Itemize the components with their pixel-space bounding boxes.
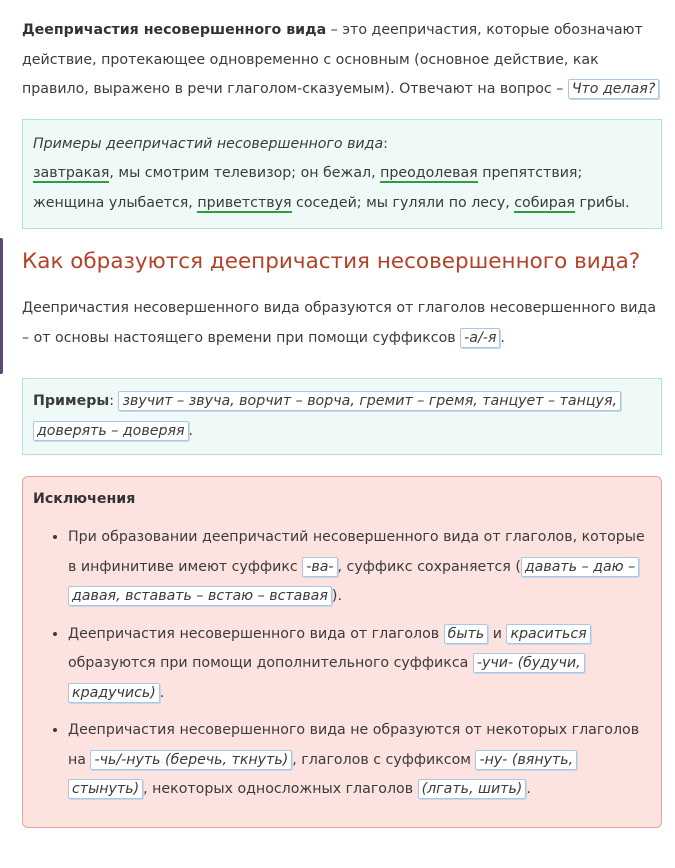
formation-end: . — [500, 329, 505, 346]
exception-1-highlight-2: давать – даю – давая, вставать – встаю – вставая — [68, 557, 639, 607]
exception-2-text-c: образуются при помощи дополнительного суффикса — [68, 655, 473, 671]
examples-text — [33, 159, 651, 218]
left-accent-bar — [0, 238, 3, 374]
exception-3-text-b: , глаголов с суффиксом — [292, 751, 476, 768]
formation-paragraph — [22, 294, 662, 353]
exception-3-highlight-1: -чь/-нуть (беречь, ткнуть) — [90, 750, 292, 770]
example-text-1: , мы смотрим телевизор; он бежал, — [109, 165, 381, 181]
exception-1-text-a: При образовании деепричастий несовершенного вида от глаголов, которые в инфинитиве имеют суффикс — [68, 529, 645, 575]
exception-3-text-d: . — [526, 781, 531, 797]
examples2-colon: : — [109, 393, 119, 409]
exception-2-text-b: и — [488, 625, 507, 642]
example-text-3: соседей; мы гуляли по лесу, — [291, 194, 515, 211]
exception-1-text-c: ). — [331, 588, 342, 604]
exception-item-3 — [68, 716, 651, 805]
examples-label-line — [33, 130, 651, 160]
example-text-4: грибы. — [574, 194, 630, 211]
exceptions-title: Исключения — [33, 491, 136, 507]
exception-2-text-a: Деепричастия несовершенного вида от глаголов — [68, 625, 444, 642]
exception-item-2 — [68, 620, 651, 709]
examples2-end: . — [188, 422, 194, 439]
examples-label: Примеры деепричастий несовершенного вида — [33, 135, 384, 152]
examples-box — [22, 119, 662, 230]
question-highlight: Что делая? — [568, 79, 660, 99]
examples2-highlight: звучит – звуча, ворчит – ворча, гремит – гремя, танцует – танцуя, доверять – доверяя — [33, 391, 621, 441]
examples2-box — [22, 378, 662, 455]
intro-paragraph — [22, 16, 662, 105]
exception-2-highlight-3: -учи- (будучи, крадучись) — [68, 653, 585, 703]
intro-term: Деепричастия несовершенного вида — [22, 22, 327, 38]
example-text-2: препятствия; женщина улыбается, — [33, 165, 583, 211]
exceptions-list — [33, 523, 651, 805]
exception-3-text-c: , некоторых односложных глаголов — [143, 781, 418, 797]
exception-3-highlight-3: (лгать, шить) — [418, 779, 527, 799]
examples2-label: Примеры — [33, 393, 110, 409]
formation-text: Деепричастия несовершенного вида образуются от глаголов несовершенного вида – от основы настоящего времени при помощи суффиксов — [22, 300, 657, 346]
exception-1-highlight-1: -ва- — [302, 557, 337, 577]
exceptions-box — [22, 476, 662, 828]
exception-2-highlight-1: быть — [444, 624, 489, 644]
examples-colon: : — [383, 135, 388, 152]
exception-3-highlight-2: -ну- (вянуть, стынуть) — [68, 750, 577, 800]
section-heading: Как образуются деепричастия несовершенного вида? — [22, 249, 641, 274]
intro-text: – это деепричастия, которые обозначают действие, протекающее одновременно с основным (основное действие, как правило, выражено в речи глаголом-сказуемым). Отвечают на вопрос – — [22, 22, 643, 97]
example-word-1: завтракая — [33, 165, 110, 181]
example-word-3: приветствуя — [197, 194, 292, 211]
exception-1-text-b: , суффикс сохраняется ( — [337, 558, 521, 575]
exception-2-highlight-2: краситься — [506, 624, 590, 644]
example-word-2: преодолевая — [380, 165, 478, 181]
exception-3-text-a: Деепричастия несовершенного вида не образуются от некоторых глаголов на — [68, 722, 640, 768]
exception-2-text-d: . — [159, 684, 165, 701]
example-word-4: собирая — [514, 194, 575, 211]
exception-item-1 — [68, 523, 651, 612]
suffix-highlight: -а/-я — [460, 328, 500, 348]
article-content — [22, 16, 662, 828]
